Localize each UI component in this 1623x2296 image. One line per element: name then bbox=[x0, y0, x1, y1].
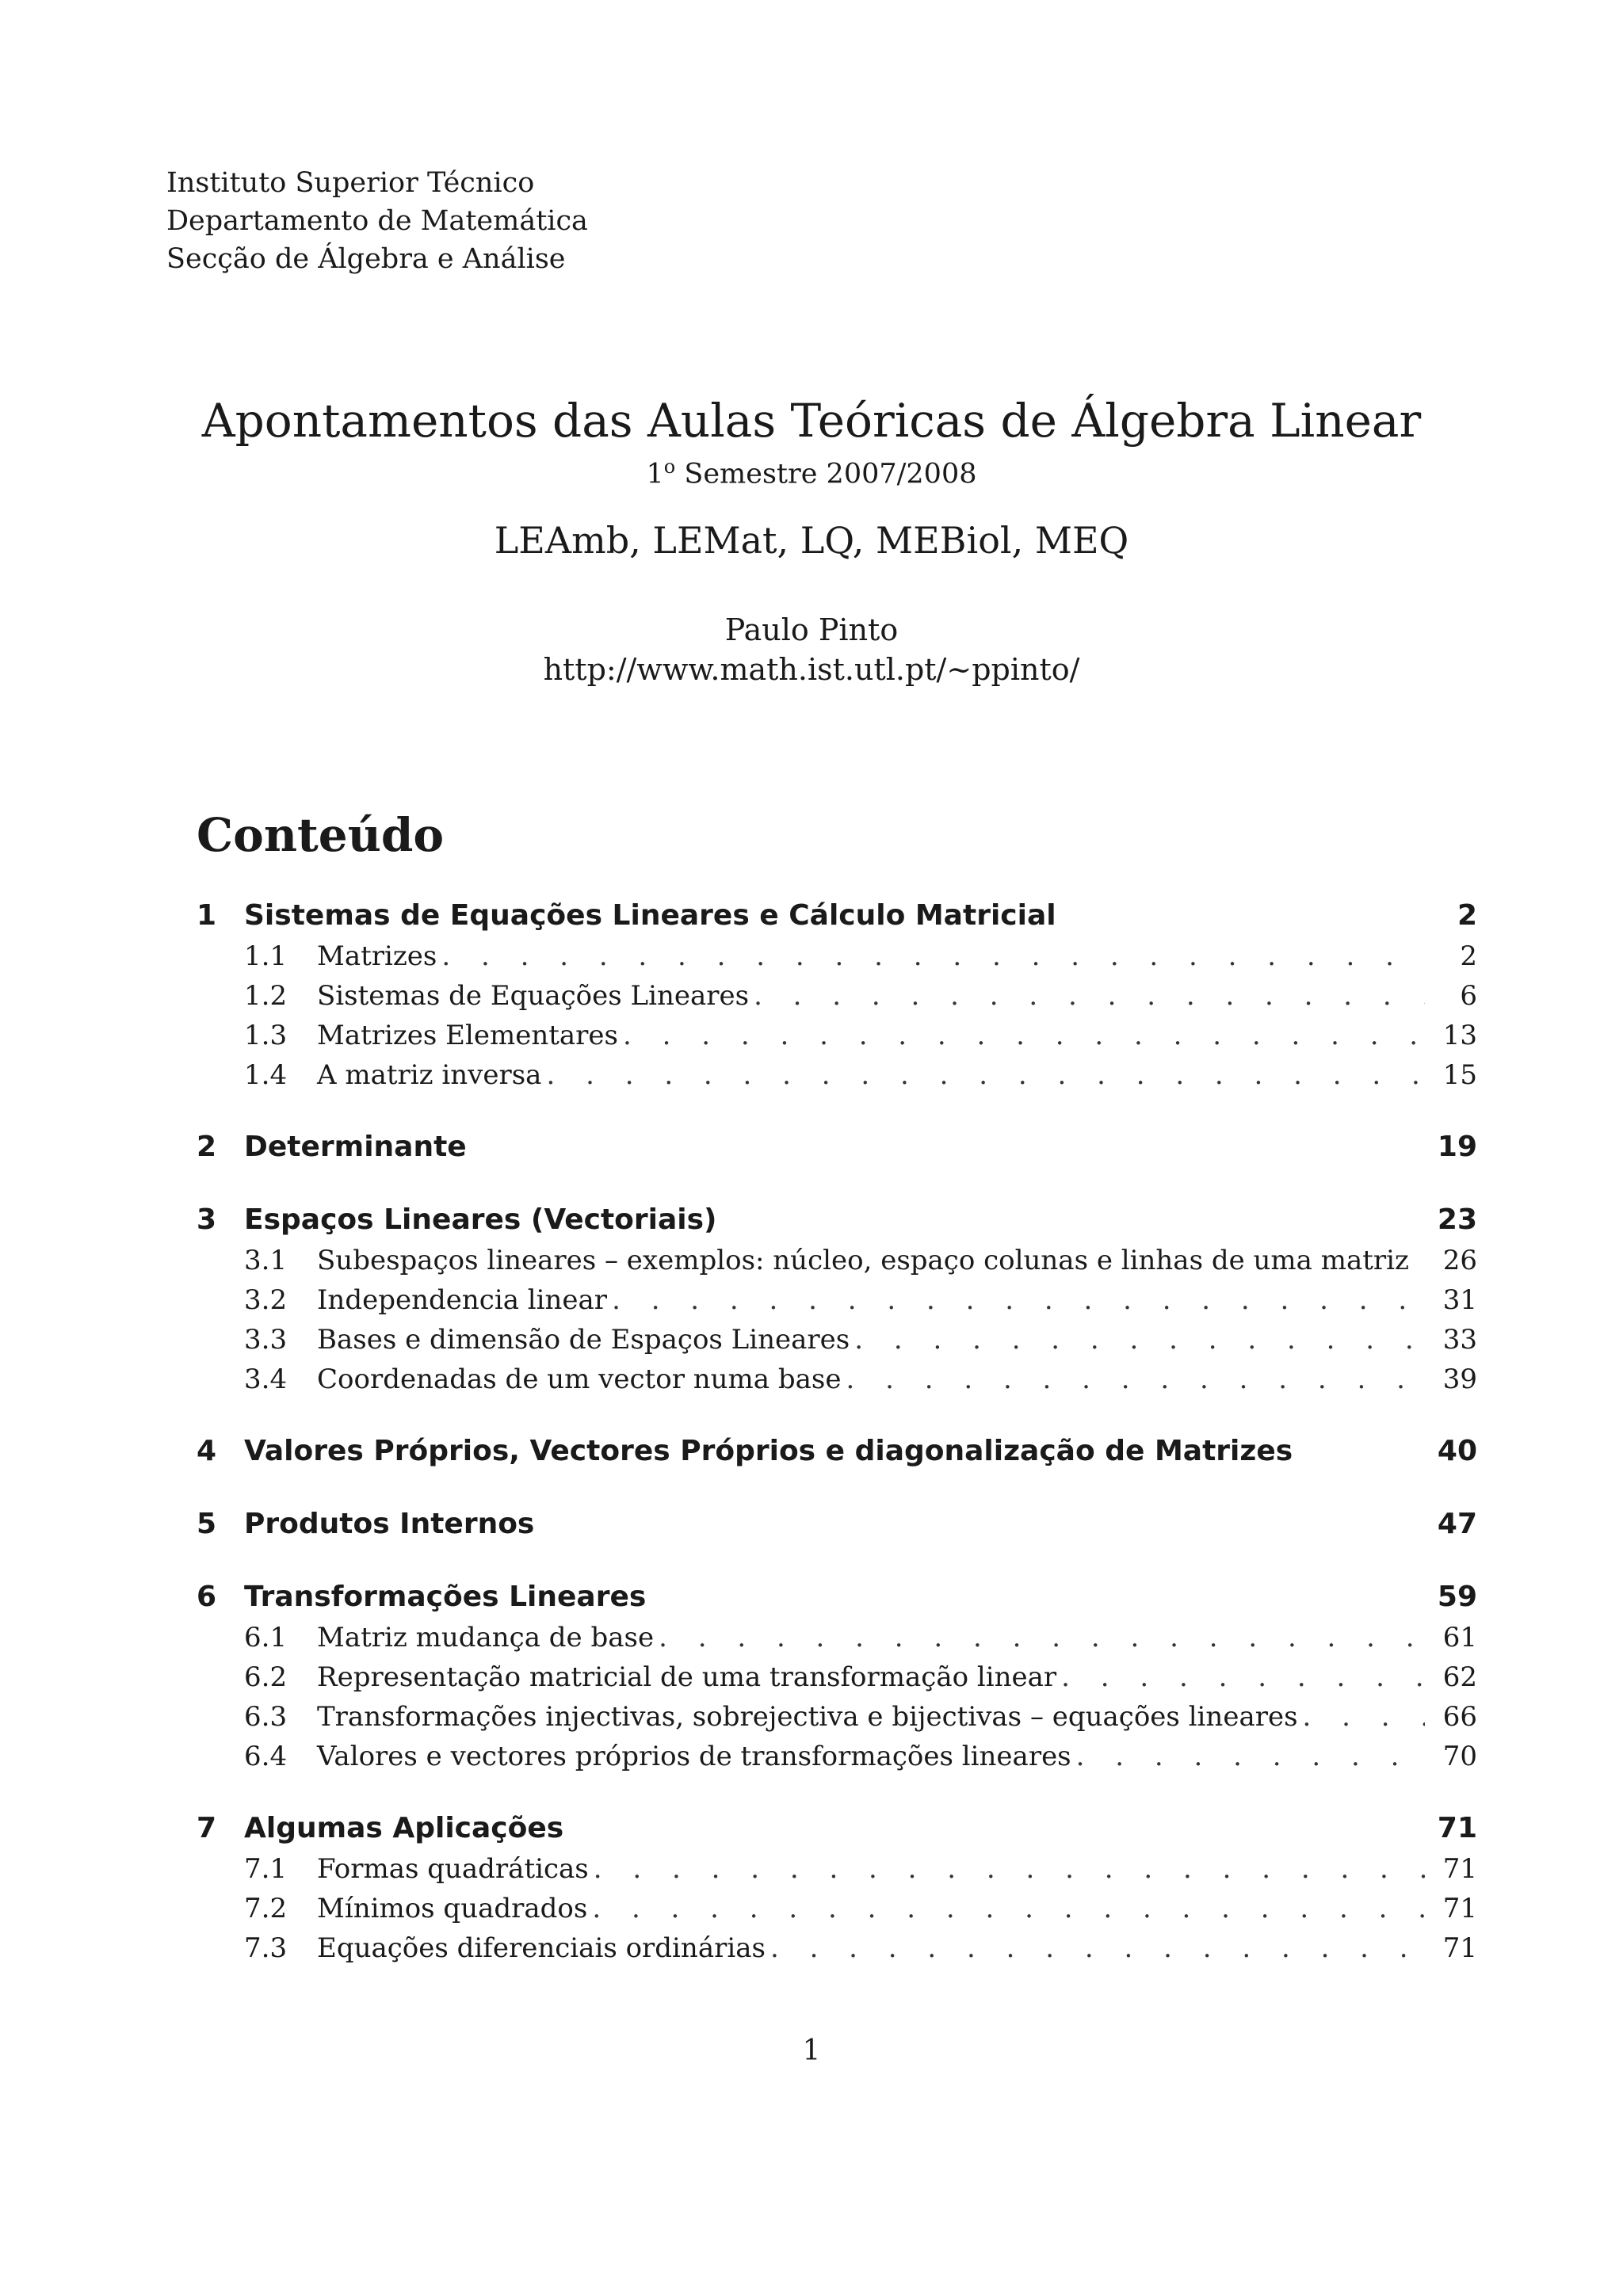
section-page: 31 bbox=[1442, 1284, 1477, 1316]
chapter-number: 4 bbox=[197, 1435, 217, 1467]
courses-line: LEAmb, LEMat, LQ, MEBiol, MEQ bbox=[494, 519, 1129, 562]
author-name: Paulo Pinto bbox=[724, 612, 899, 647]
section-title: Sistemas de Equações Lineares bbox=[317, 980, 750, 1012]
dot-leader bbox=[846, 1360, 1425, 1399]
section-page: 71 bbox=[1442, 1932, 1477, 1964]
toc-chapter-entry[interactable] bbox=[197, 1808, 1477, 1849]
chapter-page: 40 bbox=[1437, 1435, 1477, 1467]
section-title: A matriz inversa bbox=[317, 1059, 542, 1091]
toc-section-entry[interactable] bbox=[197, 1320, 1477, 1360]
section-title: Valores e vectores próprios de transformações lineares bbox=[317, 1741, 1071, 1772]
page-number: 1 bbox=[802, 2035, 821, 2067]
chapter-page: 19 bbox=[1437, 1131, 1477, 1163]
chapter-number: 6 bbox=[197, 1581, 217, 1613]
toc-section-entry[interactable] bbox=[197, 1360, 1477, 1399]
dot-leader bbox=[854, 1320, 1425, 1360]
toc-section-entry[interactable] bbox=[197, 976, 1477, 1016]
table-of-contents bbox=[197, 895, 1477, 1968]
dot-leader bbox=[1061, 1657, 1425, 1697]
dot-leader bbox=[1076, 1737, 1425, 1776]
chapter-title: Sistemas de Equações Lineares e Cálculo Matricial bbox=[244, 899, 1056, 932]
dot-leader bbox=[441, 936, 1425, 976]
section-page: 71 bbox=[1442, 1853, 1477, 1885]
chapter-title: Espaços Lineares (Vectoriais) bbox=[244, 1203, 717, 1236]
toc-section-entry[interactable] bbox=[197, 936, 1477, 976]
chapter-page: 59 bbox=[1437, 1581, 1477, 1613]
dot-leader bbox=[546, 1055, 1425, 1095]
chapter-number: 7 bbox=[197, 1812, 217, 1844]
toc-chapter-entry[interactable] bbox=[197, 1431, 1477, 1472]
section-title: Mínimos quadrados bbox=[317, 1893, 588, 1924]
chapter-title: Produtos Internos bbox=[244, 1508, 535, 1540]
section-title: Matrizes bbox=[317, 940, 437, 972]
dot-leader bbox=[659, 1618, 1425, 1657]
section-title: Bases e dimensão de Espaços Lineares bbox=[317, 1324, 850, 1356]
toc-section-entry[interactable] bbox=[197, 1055, 1477, 1095]
section-title: Matriz mudança de base bbox=[317, 1622, 655, 1653]
toc-section-entry[interactable] bbox=[197, 1849, 1477, 1889]
semester-superscript: o bbox=[663, 456, 676, 478]
dot-leader bbox=[592, 1889, 1425, 1928]
chapter-number: 2 bbox=[197, 1131, 217, 1163]
section-page: 13 bbox=[1442, 1020, 1477, 1051]
section-title: Subespaços lineares – exemplos: núcleo, espaço colunas e linhas de uma matriz bbox=[317, 1245, 1409, 1276]
toc-chapter bbox=[197, 1431, 1477, 1472]
toc-section-entry[interactable] bbox=[197, 1737, 1477, 1776]
section-page: 2 bbox=[1460, 940, 1477, 972]
dot-leader bbox=[754, 976, 1425, 1016]
dot-leader bbox=[594, 1849, 1425, 1889]
toc-chapter-entry[interactable] bbox=[197, 1504, 1477, 1545]
semester-line bbox=[0, 448, 1623, 493]
chapter-page: 23 bbox=[1437, 1203, 1477, 1236]
chapter-title: Transformações Lineares bbox=[244, 1581, 647, 1613]
toc-section-entry[interactable] bbox=[197, 1657, 1477, 1697]
author-url[interactable]: http://www.math.ist.utl.pt/~ppinto/ bbox=[543, 652, 1080, 687]
section-page: 61 bbox=[1442, 1622, 1477, 1653]
toc-chapter bbox=[197, 1199, 1477, 1399]
section-title: Representação matricial de uma transformação linear bbox=[317, 1661, 1057, 1693]
toc-chapter-entry[interactable] bbox=[197, 1577, 1477, 1618]
section-number: 7.1 bbox=[244, 1853, 288, 1885]
section-page: 66 bbox=[1442, 1701, 1477, 1733]
chapter-title: Algumas Aplicações bbox=[244, 1812, 564, 1844]
toc-chapter-entry[interactable] bbox=[197, 1127, 1477, 1168]
toc-chapter bbox=[197, 1577, 1477, 1776]
section-page: 39 bbox=[1442, 1363, 1477, 1395]
section-line: Secção de Álgebra e Análise bbox=[166, 243, 566, 275]
semester-number: 1 bbox=[646, 458, 664, 490]
section-title: Formas quadráticas bbox=[317, 1853, 589, 1885]
toc-section-entry[interactable] bbox=[197, 1016, 1477, 1055]
section-page: 26 bbox=[1442, 1245, 1477, 1276]
section-number: 3.2 bbox=[244, 1284, 288, 1316]
toc-chapter bbox=[197, 1127, 1477, 1168]
section-number: 6.2 bbox=[244, 1661, 288, 1693]
chapter-page: 71 bbox=[1437, 1812, 1477, 1844]
department-line: Departamento de Matemática bbox=[166, 205, 588, 237]
toc-chapter bbox=[197, 1504, 1477, 1545]
section-page: 62 bbox=[1442, 1661, 1477, 1693]
semester-text: Semestre 2007/2008 bbox=[675, 458, 977, 490]
section-number: 7.2 bbox=[244, 1893, 288, 1924]
section-number: 1.4 bbox=[244, 1059, 288, 1091]
institution-line: Instituto Superior Técnico bbox=[166, 167, 535, 199]
section-number: 1.2 bbox=[244, 980, 288, 1012]
section-number: 7.3 bbox=[244, 1932, 288, 1964]
dot-leader bbox=[612, 1280, 1425, 1320]
section-page: 71 bbox=[1442, 1893, 1477, 1924]
section-number: 3.4 bbox=[244, 1363, 288, 1395]
chapter-title: Determinante bbox=[244, 1131, 467, 1163]
toc-heading: Conteúdo bbox=[197, 808, 445, 862]
toc-section-entry[interactable] bbox=[197, 1697, 1477, 1737]
chapter-number: 3 bbox=[197, 1203, 217, 1236]
chapter-number: 1 bbox=[197, 899, 217, 932]
section-title: Transformações injectivas, sobrejectiva e bijectivas – equações lineares bbox=[317, 1701, 1298, 1733]
section-number: 1.3 bbox=[244, 1020, 288, 1051]
institution-header bbox=[166, 164, 588, 278]
dot-leader bbox=[770, 1928, 1425, 1968]
section-number: 3.1 bbox=[244, 1245, 288, 1276]
section-page: 33 bbox=[1442, 1324, 1477, 1356]
section-page: 6 bbox=[1460, 980, 1477, 1012]
toc-section-entry[interactable] bbox=[197, 1889, 1477, 1928]
toc-chapter bbox=[197, 1808, 1477, 1968]
dot-leader bbox=[1303, 1697, 1425, 1737]
section-number: 6.4 bbox=[244, 1741, 288, 1772]
section-title: Matrizes Elementares bbox=[317, 1020, 618, 1051]
toc-chapter-entry[interactable] bbox=[197, 1199, 1477, 1241]
toc-section-entry[interactable] bbox=[197, 1241, 1477, 1280]
toc-section-entry[interactable] bbox=[197, 1618, 1477, 1657]
section-number: 6.3 bbox=[244, 1701, 288, 1733]
toc-chapter bbox=[197, 895, 1477, 1095]
chapter-title: Valores Próprios, Vectores Próprios e diagonalização de Matrizes bbox=[244, 1435, 1293, 1467]
document-title: Apontamentos das Aulas Teóricas de Álgebra Linear bbox=[201, 394, 1422, 448]
section-number: 1.1 bbox=[244, 940, 288, 972]
dot-leader bbox=[623, 1016, 1425, 1055]
chapter-page: 2 bbox=[1457, 899, 1477, 932]
toc-section-entry[interactable] bbox=[197, 1280, 1477, 1320]
chapter-page: 47 bbox=[1437, 1508, 1477, 1540]
section-title: Independencia linear bbox=[317, 1284, 608, 1316]
toc-section-entry[interactable] bbox=[197, 1928, 1477, 1968]
section-number: 3.3 bbox=[244, 1324, 288, 1356]
toc-chapter-entry[interactable] bbox=[197, 895, 1477, 936]
section-page: 70 bbox=[1442, 1741, 1477, 1772]
section-number: 6.1 bbox=[244, 1622, 288, 1653]
section-page: 15 bbox=[1442, 1059, 1477, 1091]
section-title: Coordenadas de um vector numa base bbox=[317, 1363, 842, 1395]
section-title: Equações diferenciais ordinárias bbox=[317, 1932, 766, 1964]
chapter-number: 5 bbox=[197, 1508, 217, 1540]
